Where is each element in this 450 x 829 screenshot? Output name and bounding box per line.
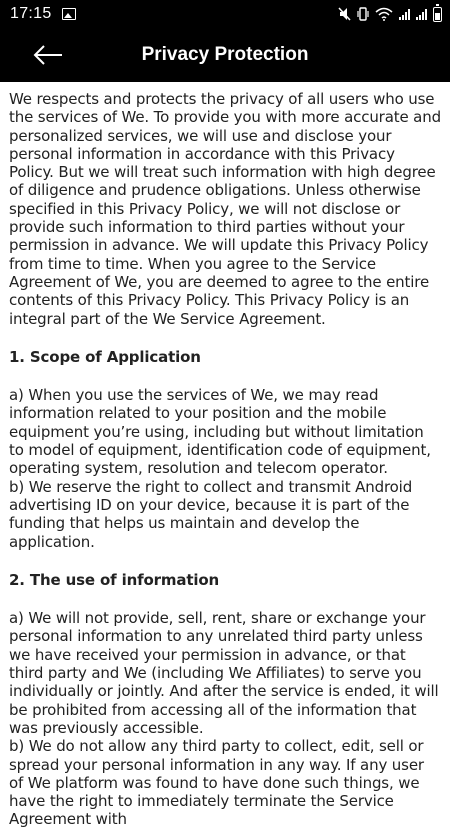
status-icons (339, 7, 442, 22)
section-heading-use: 2. The use of information (9, 570, 220, 589)
app-bar (0, 28, 450, 82)
mute-icon (339, 7, 351, 21)
battery-icon (433, 7, 442, 22)
section-paragraph: a) When you use the services of We, we may read information related to your position and the mobile equipment you’re using, including but without limitation to model of equipment, identification code of equipment, operating system, resolution and telecom operator. (9, 386, 431, 478)
section-paragraph: a) We will not provide, sell, rent, share or exchange your personal information to any unrelated third party unless we have received your permission in advance, or that third party and We (including We Affiliates) to serve you individually or jointly. And after the service is ended, it will be prohibited from accessing all of the information that was previously accessible. (9, 609, 439, 737)
privacy-policy-content[interactable] (0, 82, 450, 829)
status-time: 17:15 (10, 5, 52, 22)
page-title: Privacy Protection (141, 44, 309, 65)
signal-icon (416, 8, 427, 20)
wifi-icon (375, 7, 393, 21)
section-paragraph: b) We reserve the right to collect and transmit Android advertising ID on your device, because it is part of the funding that helps us maintain and develop the application. (9, 477, 413, 551)
signal-icon (399, 8, 410, 20)
status-bar (0, 0, 450, 28)
section-heading-scope: 1. Scope of Application (9, 347, 201, 366)
image-icon (62, 8, 76, 20)
intro-paragraph: We respects and protects the privacy of all users who use the services of We. To provide you with more accurate and personalized services, we will use and disclose your personal information in accordance with this Privacy Policy. But we will treat such information with high degree of diligence and prudence obligations. Unless otherwise specified in this Privacy Policy, we will not disclose or provide such information to third parties without your permission in advance. We will update this Privacy Policy from time to time. When you agree to the Service Agreement of We, you are deemed to agree to the entire contents of this Privacy Policy. This Privacy Policy is an integral part of the We Service Agreement. (9, 90, 441, 328)
vibrate-icon (357, 7, 369, 21)
back-button[interactable] (24, 38, 72, 72)
arrow-left-icon (33, 45, 63, 65)
section-paragraph: b) We do not allow any third party to collect, edit, sell or spread your personal information in any way. If any user of We platform was found to have done such things, we have the right to immediately terminate the Service Agreement with (9, 737, 424, 829)
